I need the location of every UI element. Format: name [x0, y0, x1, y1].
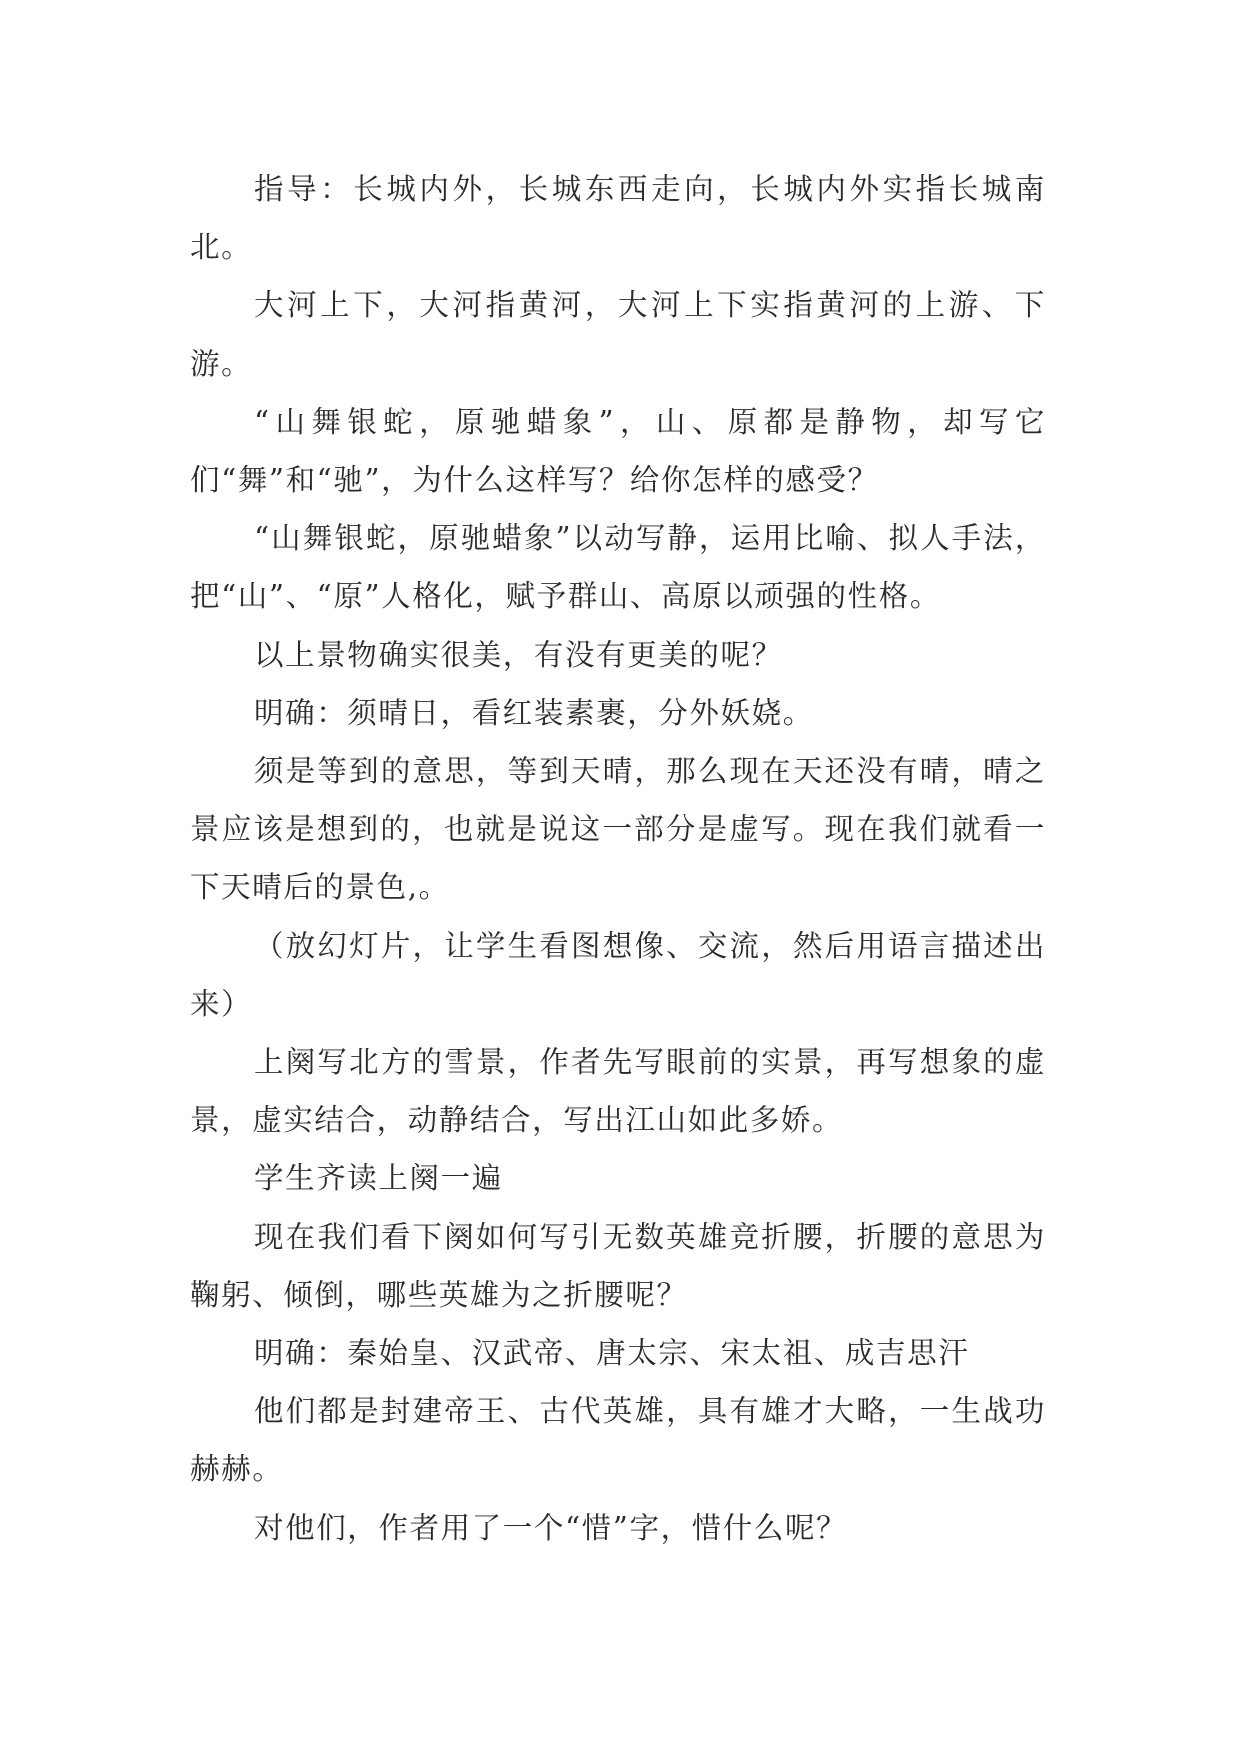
paragraph-slide-instruction: （放幻灯片，让学生看图想像、交流，然后用语言描述出来） — [190, 928, 1046, 1021]
paragraph-upper-stanza-summary: 上阕写北方的雪景，作者先写眼前的实景，再写想象的虚景，虚实结合，动静结合，写出江山如此多娇。 — [190, 1045, 1046, 1138]
paragraph-lower-stanza-question: 现在我们看下阕如何写引无数英雄竞折腰，折腰的意思为鞠躬、倾倒，哪些英雄为之折腰呢？ — [190, 1219, 1046, 1312]
paragraph-clarify-sunny-day: 明确：须晴日，看红装素裹，分外妖娆。 — [254, 695, 814, 730]
paragraph-explain-sunny-day: 须是等到的意思，等到天晴，那么现在天还没有晴，晴之景应该是想到的，也就是说这一部分是虚写。现在我们就看一下天晴后的景色,。 — [190, 754, 1046, 905]
paragraph-clarify-heroes: 明确：秦始皇、汉武帝、唐太宗、宋太祖、成吉思汗 — [254, 1336, 970, 1371]
paragraph-read-aloud: 学生齐读上阕一遍 — [254, 1161, 503, 1196]
paragraph-question-more-beautiful: 以上景物确实很美，有没有更美的呢？ — [254, 637, 783, 672]
paragraph-guidance-great-wall: 指导：长城内外，长城东西走向，长城内外实指长城南北。 — [190, 172, 1046, 265]
paragraph-heroes-description: 他们都是封建帝王、古代英雄，具有雄才大略，一生战功赫赫。 — [190, 1394, 1046, 1487]
paragraph-yellow-river: 大河上下，大河指黄河，大河上下实指黄河的上游、下游。 — [190, 288, 1046, 381]
paragraph-answer-mountains: “山舞银蛇，原驰蜡象”以动写静，运用比喻、拟人手法，把“山”、“原”人格化，赋予群山、高原以顽强的性格。 — [190, 521, 1046, 614]
paragraph-question-mountains: “山舞银蛇，原驰蜡象”，山、原都是静物，却写它们“舞”和“驰”，为什么这样写？给你怎样的感受？ — [190, 404, 1046, 498]
paragraph-question-regret: 对他们，作者用了一个“惜”字，惜什么呢？ — [254, 1510, 848, 1545]
document-body — [190, 160, 1046, 1557]
